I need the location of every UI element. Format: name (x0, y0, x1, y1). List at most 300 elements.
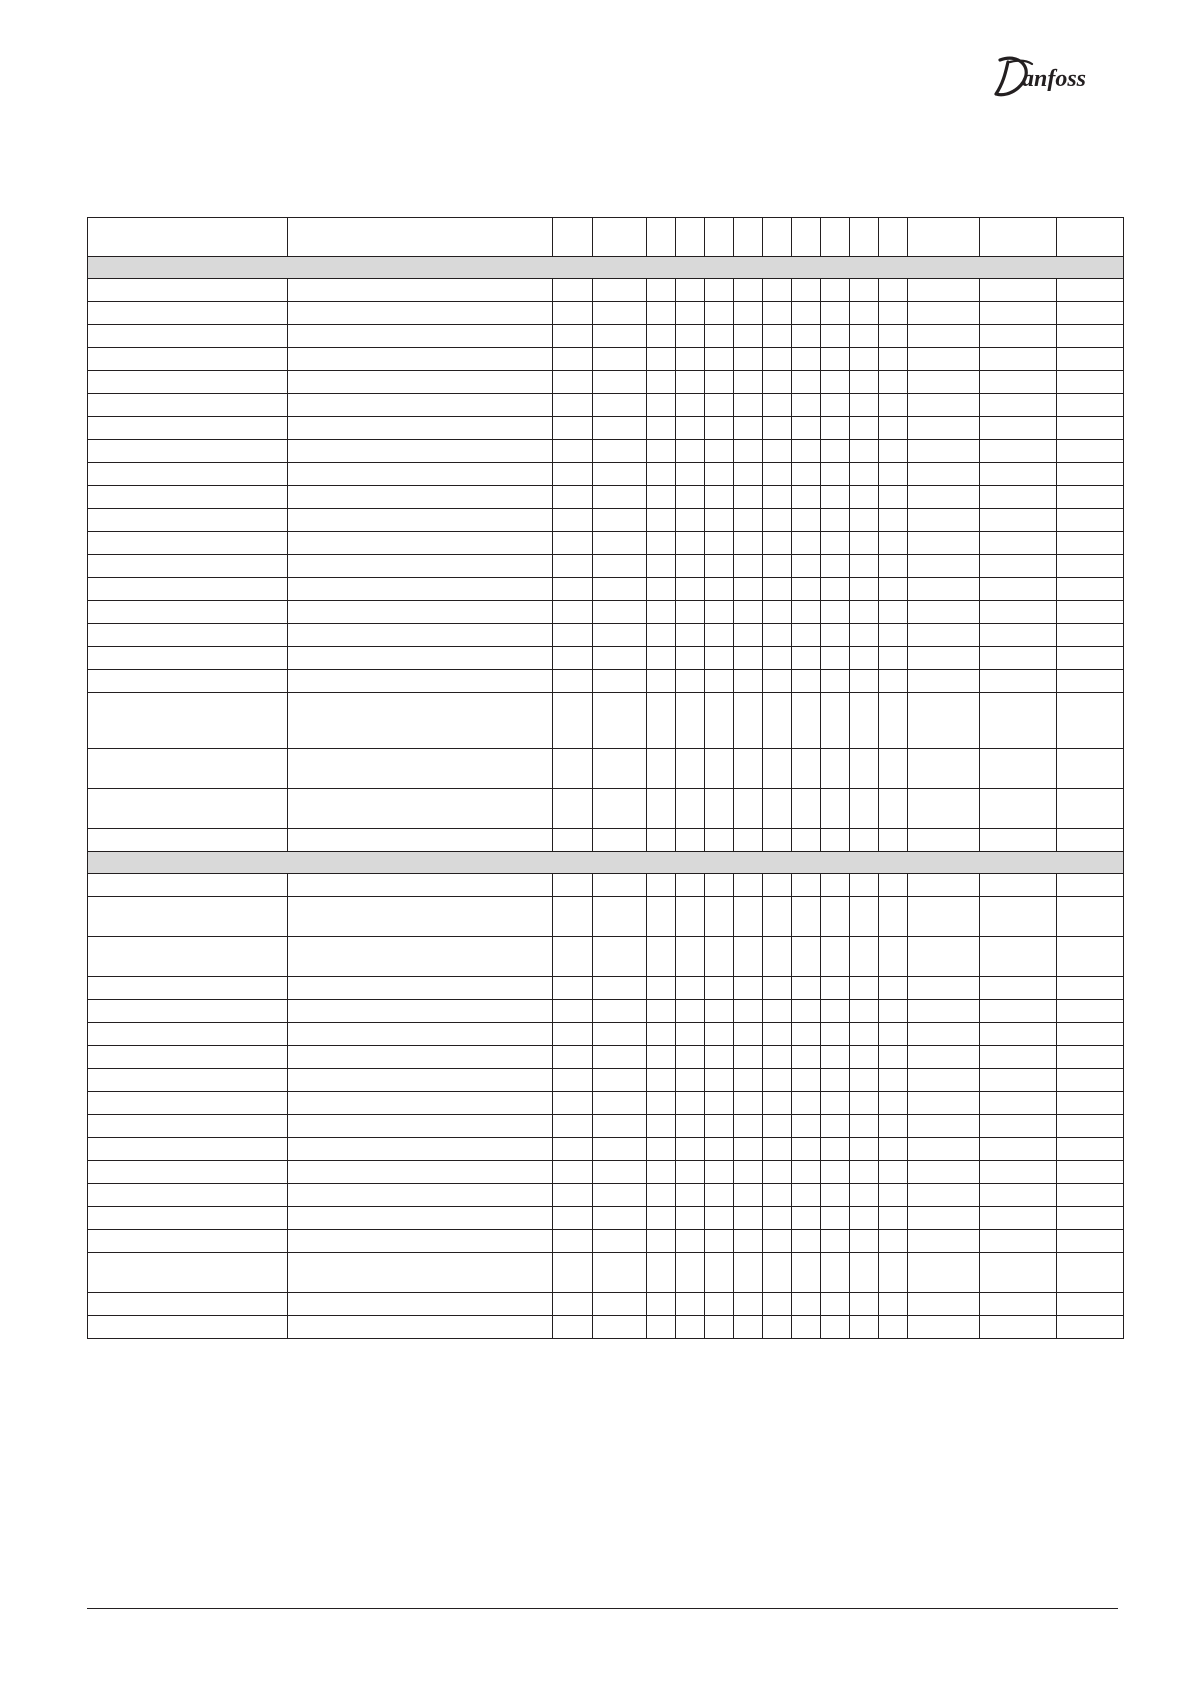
table-cell (980, 647, 1057, 670)
table-cell (705, 1293, 734, 1316)
footer-rule (87, 1608, 1118, 1609)
table-cell (88, 937, 288, 977)
table-cell (593, 647, 647, 670)
table-cell (1057, 348, 1124, 371)
header-cell (705, 218, 734, 257)
table-cell (1057, 440, 1124, 463)
section-title (88, 257, 1124, 279)
table-cell (763, 1000, 792, 1023)
table-cell (821, 1000, 850, 1023)
table-cell (705, 371, 734, 394)
table-cell (763, 1293, 792, 1316)
table-cell (980, 371, 1057, 394)
table-cell (676, 1207, 705, 1230)
table-cell (980, 977, 1057, 1000)
table-cell (850, 647, 879, 670)
table-cell (553, 394, 593, 417)
table-cell (908, 302, 980, 325)
table-cell (980, 937, 1057, 977)
table-cell (676, 279, 705, 302)
table-cell (88, 624, 288, 647)
table-cell (288, 977, 553, 1000)
table-row (88, 1207, 1124, 1230)
table-cell (821, 749, 850, 789)
table-cell (88, 1161, 288, 1184)
table-cell (792, 578, 821, 601)
table-row (88, 897, 1124, 937)
table-cell (821, 394, 850, 417)
table-cell (676, 532, 705, 555)
table-cell (879, 1207, 908, 1230)
table-cell (647, 532, 676, 555)
table-cell (288, 325, 553, 348)
table-cell (908, 463, 980, 486)
table-cell (879, 647, 908, 670)
table-cell (553, 601, 593, 624)
table-cell (734, 279, 763, 302)
table-cell (647, 371, 676, 394)
table-cell (553, 937, 593, 977)
table-cell (908, 578, 980, 601)
table-cell (908, 1115, 980, 1138)
table-cell (88, 440, 288, 463)
table-cell (980, 1069, 1057, 1092)
table-cell (850, 1115, 879, 1138)
table-cell (908, 1184, 980, 1207)
table-cell (850, 1069, 879, 1092)
table-cell (734, 555, 763, 578)
table-cell (792, 897, 821, 937)
table-cell (705, 749, 734, 789)
header-cell (792, 218, 821, 257)
table-cell (792, 1293, 821, 1316)
table-cell (763, 693, 792, 749)
table-cell (88, 1092, 288, 1115)
table-cell (593, 624, 647, 647)
table-cell (850, 1092, 879, 1115)
table-cell (908, 1023, 980, 1046)
table-cell (88, 1000, 288, 1023)
table-cell (593, 1316, 647, 1339)
table-cell (1057, 937, 1124, 977)
table-cell (705, 601, 734, 624)
table-cell (676, 394, 705, 417)
table-cell (879, 1000, 908, 1023)
table-cell (288, 348, 553, 371)
table-cell (821, 624, 850, 647)
table-cell (553, 624, 593, 647)
table-cell (879, 1184, 908, 1207)
table-cell (676, 829, 705, 852)
table-cell (792, 1046, 821, 1069)
table-cell (88, 1207, 288, 1230)
table-cell (980, 578, 1057, 601)
table-row (88, 555, 1124, 578)
table-cell (850, 555, 879, 578)
table-cell (1057, 417, 1124, 440)
table-cell (763, 302, 792, 325)
table-cell (850, 1230, 879, 1253)
table-cell (792, 977, 821, 1000)
table-cell (593, 749, 647, 789)
table-cell (792, 601, 821, 624)
table-cell (88, 647, 288, 670)
table-cell (792, 1207, 821, 1230)
table-cell (734, 624, 763, 647)
table-cell (980, 693, 1057, 749)
table-cell (647, 789, 676, 829)
table-cell (908, 325, 980, 348)
table-cell (763, 937, 792, 977)
table-cell (850, 302, 879, 325)
header-cell (593, 218, 647, 257)
table-cell (1057, 1184, 1124, 1207)
table-cell (593, 1069, 647, 1092)
header-cell (879, 218, 908, 257)
table-cell (821, 1092, 850, 1115)
table-cell (647, 693, 676, 749)
table-cell (705, 578, 734, 601)
table-cell (821, 647, 850, 670)
table-cell (676, 1316, 705, 1339)
table-cell (1057, 829, 1124, 852)
table-cell (553, 1092, 593, 1115)
table-cell (734, 601, 763, 624)
table-cell (734, 1161, 763, 1184)
table-cell (593, 1092, 647, 1115)
table-cell (553, 486, 593, 509)
table-cell (1057, 1207, 1124, 1230)
table-cell (676, 486, 705, 509)
header-cell (553, 218, 593, 257)
table-cell (1057, 325, 1124, 348)
table-cell (553, 440, 593, 463)
table-cell (88, 1230, 288, 1253)
table-cell (908, 279, 980, 302)
table-row (88, 1293, 1124, 1316)
table-cell (821, 1230, 850, 1253)
table-cell (734, 325, 763, 348)
table-cell (879, 977, 908, 1000)
table-cell (879, 578, 908, 601)
table-cell (980, 1115, 1057, 1138)
table-cell (288, 578, 553, 601)
svg-text:anfoss: anfoss (1022, 66, 1087, 92)
table-row (88, 509, 1124, 532)
table-cell (734, 670, 763, 693)
section-header-row (88, 257, 1124, 279)
table-cell (763, 1161, 792, 1184)
table-cell (908, 417, 980, 440)
table-cell (88, 532, 288, 555)
table-row (88, 348, 1124, 371)
table-row (88, 1000, 1124, 1023)
table-cell (763, 874, 792, 897)
table-cell (676, 1138, 705, 1161)
table-cell (647, 555, 676, 578)
table-cell (553, 1115, 593, 1138)
table-cell (980, 601, 1057, 624)
table-row (88, 693, 1124, 749)
table-cell (792, 486, 821, 509)
table-cell (821, 440, 850, 463)
table-cell (734, 874, 763, 897)
table-cell (821, 555, 850, 578)
table-cell (288, 749, 553, 789)
table-cell (593, 302, 647, 325)
table-cell (879, 1069, 908, 1092)
table-cell (88, 302, 288, 325)
table-cell (705, 829, 734, 852)
table-cell (908, 555, 980, 578)
table-cell (850, 1023, 879, 1046)
table-cell (705, 509, 734, 532)
table-cell (850, 789, 879, 829)
table-cell (88, 1184, 288, 1207)
table-cell (980, 1138, 1057, 1161)
table-cell (676, 463, 705, 486)
table-cell (980, 789, 1057, 829)
table-cell (763, 279, 792, 302)
table-cell (647, 1184, 676, 1207)
table-cell (593, 874, 647, 897)
table-cell (593, 601, 647, 624)
table-cell (288, 1138, 553, 1161)
table-cell (1057, 555, 1124, 578)
table-cell (879, 348, 908, 371)
table-cell (1057, 1069, 1124, 1092)
table-cell (763, 1138, 792, 1161)
table-cell (647, 463, 676, 486)
table-cell (980, 1230, 1057, 1253)
table-cell (705, 440, 734, 463)
table-cell (850, 417, 879, 440)
table-cell (821, 463, 850, 486)
table-cell (647, 937, 676, 977)
table-cell (850, 897, 879, 937)
table-cell (288, 1253, 553, 1293)
table-cell (763, 1207, 792, 1230)
table-cell (763, 1184, 792, 1207)
table-cell (88, 601, 288, 624)
table-cell (647, 486, 676, 509)
table-cell (593, 1230, 647, 1253)
table-cell (763, 486, 792, 509)
header-cell (763, 218, 792, 257)
table-cell (850, 1138, 879, 1161)
header-cell (1057, 218, 1124, 257)
table-cell (821, 789, 850, 829)
table-cell (821, 1184, 850, 1207)
table-cell (647, 325, 676, 348)
table-row (88, 463, 1124, 486)
table-cell (980, 1046, 1057, 1069)
table-cell (980, 1207, 1057, 1230)
table-cell (879, 1138, 908, 1161)
table-cell (980, 532, 1057, 555)
table-cell (980, 874, 1057, 897)
table-cell (879, 325, 908, 348)
table-cell (821, 1046, 850, 1069)
table-cell (908, 1046, 980, 1069)
table-cell (980, 1161, 1057, 1184)
table-cell (792, 670, 821, 693)
table-cell (553, 578, 593, 601)
table-cell (705, 1046, 734, 1069)
table-cell (908, 1207, 980, 1230)
table-cell (908, 1092, 980, 1115)
table-cell (705, 279, 734, 302)
table-cell (850, 279, 879, 302)
table-cell (1057, 1230, 1124, 1253)
table-cell (850, 937, 879, 977)
table-cell (908, 1069, 980, 1092)
table-cell (288, 829, 553, 852)
table-cell (763, 348, 792, 371)
table-cell (850, 1253, 879, 1293)
table-cell (705, 1000, 734, 1023)
table-cell (734, 394, 763, 417)
product-table (87, 217, 1124, 1339)
table-cell (1057, 486, 1124, 509)
table-cell (647, 1046, 676, 1069)
table-cell (593, 463, 647, 486)
table-cell (705, 647, 734, 670)
table-cell (705, 1069, 734, 1092)
table-cell (792, 874, 821, 897)
table-cell (593, 578, 647, 601)
table-cell (879, 532, 908, 555)
table-cell (879, 874, 908, 897)
table-cell (593, 1046, 647, 1069)
table-cell (288, 670, 553, 693)
table-cell (763, 829, 792, 852)
header-cell (676, 218, 705, 257)
table-cell (705, 789, 734, 829)
table-cell (763, 897, 792, 937)
table-cell (821, 601, 850, 624)
table-row (88, 302, 1124, 325)
table-cell (88, 371, 288, 394)
table-cell (1057, 693, 1124, 749)
table-cell (553, 279, 593, 302)
table-cell (553, 1293, 593, 1316)
table-cell (879, 829, 908, 852)
table-cell (879, 509, 908, 532)
table-cell (676, 1293, 705, 1316)
table-cell (705, 417, 734, 440)
table-cell (288, 1207, 553, 1230)
table-cell (792, 1138, 821, 1161)
table-cell (88, 670, 288, 693)
table-cell (980, 1023, 1057, 1046)
table-cell (288, 1069, 553, 1092)
table-cell (879, 555, 908, 578)
table-cell (676, 1115, 705, 1138)
table-cell (705, 670, 734, 693)
table-cell (88, 897, 288, 937)
table-cell (676, 578, 705, 601)
table-header-row (88, 218, 1124, 257)
table-row (88, 1161, 1124, 1184)
table-cell (734, 1046, 763, 1069)
table-cell (879, 279, 908, 302)
table-cell (734, 1316, 763, 1339)
table-cell (288, 1293, 553, 1316)
table-cell (821, 279, 850, 302)
table-cell (850, 829, 879, 852)
header-cell (821, 218, 850, 257)
table-cell (288, 463, 553, 486)
table-cell (908, 937, 980, 977)
table-cell (288, 1000, 553, 1023)
table-cell (879, 1316, 908, 1339)
table-cell (879, 302, 908, 325)
table-cell (792, 1253, 821, 1293)
table-cell (1057, 1293, 1124, 1316)
table-cell (705, 874, 734, 897)
header-cell (647, 218, 676, 257)
table-cell (288, 440, 553, 463)
table-cell (908, 977, 980, 1000)
table-cell (821, 578, 850, 601)
table-cell (1057, 1253, 1124, 1293)
table-cell (1057, 749, 1124, 789)
table-cell (647, 394, 676, 417)
table-cell (792, 789, 821, 829)
table-cell (647, 1069, 676, 1092)
table-cell (676, 897, 705, 937)
table-cell (1057, 371, 1124, 394)
table-cell (763, 977, 792, 1000)
table-cell (705, 532, 734, 555)
table-row (88, 1115, 1124, 1138)
table-cell (763, 789, 792, 829)
table-cell (792, 1000, 821, 1023)
table-row (88, 532, 1124, 555)
table-cell (734, 749, 763, 789)
table-cell (850, 749, 879, 789)
table-cell (553, 1207, 593, 1230)
table-cell (763, 555, 792, 578)
table-cell (705, 693, 734, 749)
table-cell (705, 937, 734, 977)
table-row (88, 1253, 1124, 1293)
table-cell (647, 601, 676, 624)
table-cell (792, 937, 821, 977)
table-cell (88, 1046, 288, 1069)
table-cell (821, 371, 850, 394)
table-cell (676, 1184, 705, 1207)
table-cell (763, 670, 792, 693)
table-cell (593, 371, 647, 394)
table-cell (88, 417, 288, 440)
table-cell (553, 1000, 593, 1023)
table-row (88, 1316, 1124, 1339)
table-cell (763, 1023, 792, 1046)
table-cell (705, 1207, 734, 1230)
table-cell (850, 348, 879, 371)
table-cell (980, 1000, 1057, 1023)
table-cell (88, 977, 288, 1000)
table-cell (821, 302, 850, 325)
table-cell (792, 555, 821, 578)
table-cell (792, 325, 821, 348)
table-cell (288, 302, 553, 325)
table-cell (676, 977, 705, 1000)
table-cell (821, 1253, 850, 1293)
table-cell (879, 394, 908, 417)
